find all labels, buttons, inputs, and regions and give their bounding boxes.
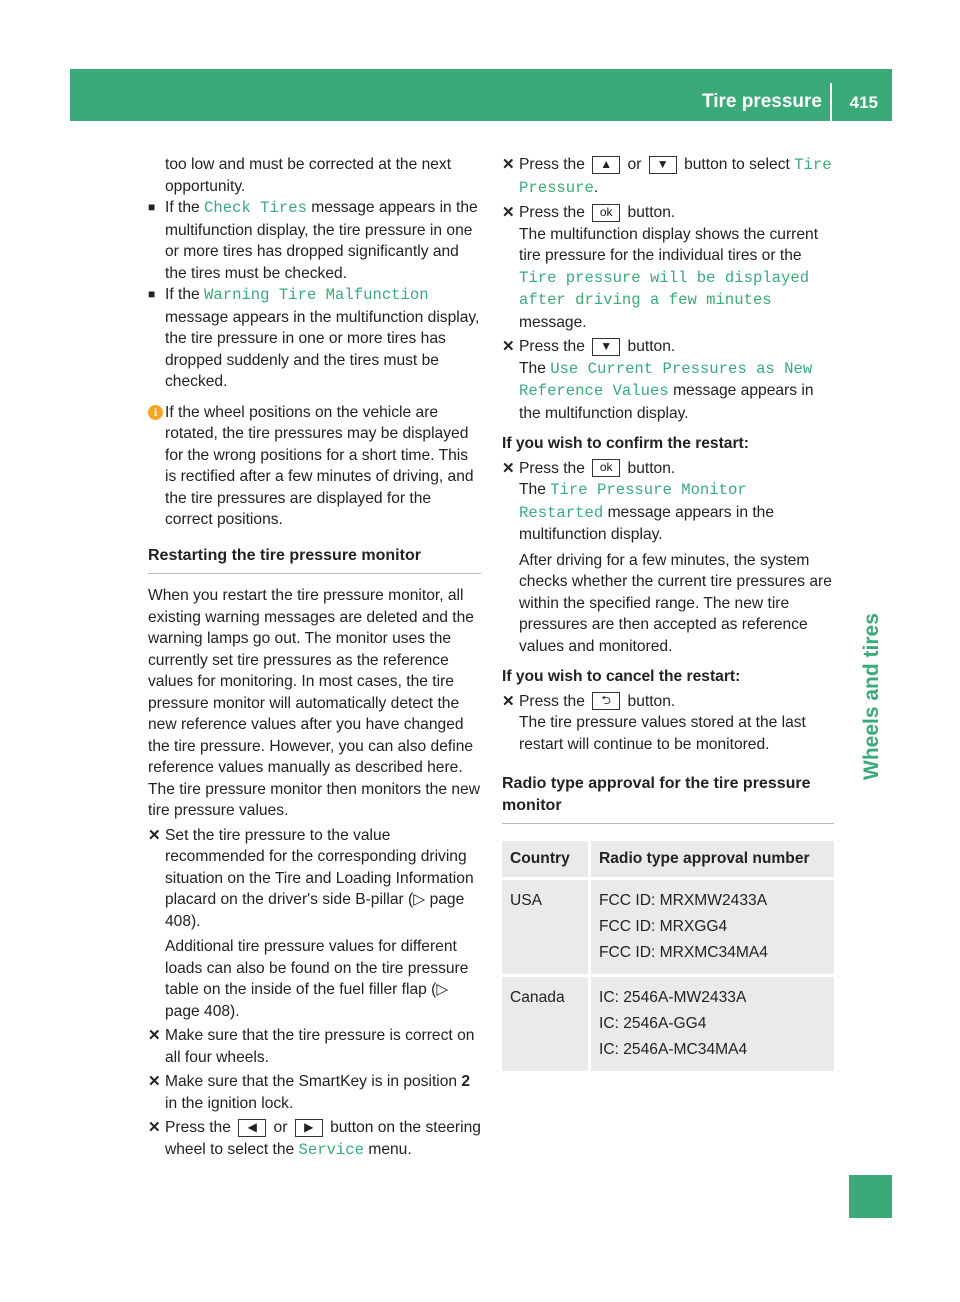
text: Press the: [519, 338, 590, 355]
step-press-down: [502, 336, 834, 424]
note-text: If the wheel positions on the vehicle are rotated, the tire pressures may be displayed for the wrong positions for a short time. This is rectified after a few minutes of driving, and the tire pressures are displayed for the correct positions.: [165, 403, 474, 528]
text: message.: [519, 313, 587, 331]
display-message: Tire Pressure Monitor Restarted: [519, 481, 747, 522]
side-tab-marker: [849, 1175, 892, 1218]
down-arrow-key-icon: ▼: [649, 156, 677, 174]
text: button.: [623, 692, 676, 710]
step-check-wheels: [148, 1025, 481, 1068]
text: Press the: [519, 692, 590, 710]
menu-name: Service: [298, 1140, 365, 1159]
text: Make sure that the SmartKey is in position: [165, 1073, 462, 1090]
ok-key-icon: ok: [592, 204, 620, 222]
left-column: [148, 154, 481, 1161]
text: button to select: [679, 156, 795, 173]
text: Press the: [519, 156, 590, 173]
approval-number: FCC ID: MRXMW2433A: [599, 892, 768, 909]
text: .: [593, 178, 599, 196]
step-extra: Additional tire pressure values for different loads can also be found on the tire pressure table on the inside of the fuel filler flap (▷ page 408).: [165, 938, 469, 1020]
header-divider: [830, 83, 832, 121]
left-arrow-key-icon: ◀: [238, 1119, 266, 1137]
info-note: [148, 402, 481, 531]
display-message: Warning Tire Malfunction: [204, 286, 429, 304]
ok-key-icon: ok: [592, 459, 620, 477]
text: or: [623, 156, 646, 173]
approval-number: FCC ID: MRXMC34MA4: [599, 944, 768, 961]
text: message appears in the multifunction display.: [519, 503, 775, 543]
text: message appears in the multifunction display, the tire pressure in one or more tires has dropped significantly and the tires must be checked.: [165, 199, 478, 282]
approval-number: IC: 2546A-MC34MA4: [599, 1041, 748, 1058]
step-text: Set the tire pressure to the value recommended for the corresponding driving situation on the Tire and Loading Information placard on the driver's side B-pillar (▷ page 408).: [165, 826, 474, 930]
page-header: [70, 69, 892, 121]
text: menu.: [364, 1140, 412, 1158]
text: Press the: [519, 204, 590, 221]
table-row: [502, 976, 834, 1073]
confirm-heading: If you wish to confirm the restart:: [502, 435, 749, 452]
approval-number: IC: 2546A-MW2433A: [599, 989, 747, 1006]
step-text: Make sure that the tire pressure is correct on all four wheels.: [165, 1027, 475, 1066]
page-number: 415: [849, 93, 878, 112]
table-header-row: [502, 841, 834, 879]
step-icon: ✕: [502, 204, 515, 221]
text: button on the steering wheel to select the: [165, 1119, 481, 1158]
approval-cell: [590, 976, 835, 1073]
up-arrow-key-icon: ▲: [592, 156, 620, 174]
side-tab-label: Wheels and tires: [860, 613, 883, 780]
bullet-warning-malfunction: [148, 284, 481, 393]
text: The tire pressure values stored at the last restart will continue to be monitored.: [519, 714, 806, 753]
text: or: [269, 1119, 292, 1136]
step-press-ok: [502, 202, 834, 333]
step-icon: ✕: [148, 1073, 161, 1090]
down-arrow-key-icon: ▼: [592, 338, 620, 356]
right-arrow-key-icon: ▶: [295, 1119, 323, 1137]
text: If the: [165, 286, 205, 303]
country-cell: USA: [502, 879, 590, 976]
step-confirm-ok: [502, 458, 834, 546]
step-cancel-back: [502, 691, 834, 756]
step-icon: ✕: [502, 459, 515, 477]
bullet-icon: ■: [148, 287, 156, 301]
text: button.: [623, 204, 676, 221]
country-cell: Canada: [502, 976, 590, 1073]
text: The multifunction display shows the current tire pressure for the individual tires or the: [519, 225, 819, 264]
radio-approval-table: [502, 841, 834, 1074]
text: message appears in the multifunction display.: [519, 382, 814, 422]
text: button.: [623, 459, 676, 477]
text: in the ignition lock.: [165, 1094, 294, 1112]
text: The: [519, 481, 551, 498]
step-extra: After driving for a few minutes, the system checks whether the current tire pressures are within the specified range. The new tire pressures are then accepted as reference values and monitored.: [519, 551, 832, 655]
display-message: Use Current Pressures as New Reference Values: [519, 359, 813, 400]
radio-section-title: Radio type approval for the tire pressure monitor: [502, 773, 834, 824]
column-header: Radio type approval number: [590, 841, 835, 879]
step-smartkey: [148, 1071, 481, 1114]
right-column: [502, 154, 834, 824]
text: button.: [623, 338, 676, 355]
step-set-pressure: [148, 825, 481, 933]
step-icon: ✕: [148, 1119, 161, 1136]
step-icon: ✕: [502, 692, 515, 710]
text: The: [519, 359, 551, 377]
section-title: Restarting the tire pressure monitor: [148, 545, 481, 575]
approval-cell: [590, 879, 835, 976]
table-row: [502, 879, 834, 976]
text: message appears in the multifunction display, the tire pressure in one or more tires has dropped suddenly and the tires must be checked.: [165, 308, 480, 390]
step-icon: ✕: [502, 338, 515, 355]
position-number: 2: [461, 1073, 471, 1090]
bullet-check-tires: [148, 197, 481, 284]
step-icon: ✕: [148, 1027, 161, 1044]
continued-text: too low and must be corrected at the next opportunity.: [165, 156, 452, 195]
step-select-service: [148, 1117, 481, 1161]
approval-number: IC: 2546A-GG4: [599, 1015, 707, 1032]
menu-name: Tire Pressure: [519, 156, 832, 197]
text: If the: [165, 199, 205, 216]
info-icon: i: [148, 405, 163, 420]
display-message: Tire pressure will be displayed after driving a few minutes: [519, 268, 810, 309]
intro-text: When you restart the tire pressure monitor, all existing warning messages are deleted and the warning lamps go out. The monitor uses the currently set tire pressures as the reference values for monitoring. In most cases, the tire pressure monitor will automatically detect the new reference values after you have changed the tire pressure. However, you can also define reference values manually as described here. The tire pressure monitor then monitors the new tire pressure values.: [148, 587, 480, 819]
text: Press the: [165, 1119, 236, 1136]
back-key-icon: ⮌: [592, 692, 620, 710]
header-title: Tire pressure: [701, 91, 822, 112]
step-icon: ✕: [148, 826, 161, 844]
approval-number: FCC ID: MRXGG4: [599, 918, 728, 935]
display-message: Check Tires: [204, 199, 307, 217]
step-select-tire-pressure: [502, 154, 834, 199]
column-header: Country: [502, 841, 590, 879]
bullet-icon: ■: [148, 200, 156, 214]
step-icon: ✕: [502, 156, 515, 173]
cancel-heading: If you wish to cancel the restart:: [502, 668, 741, 685]
text: Press the: [519, 459, 590, 477]
